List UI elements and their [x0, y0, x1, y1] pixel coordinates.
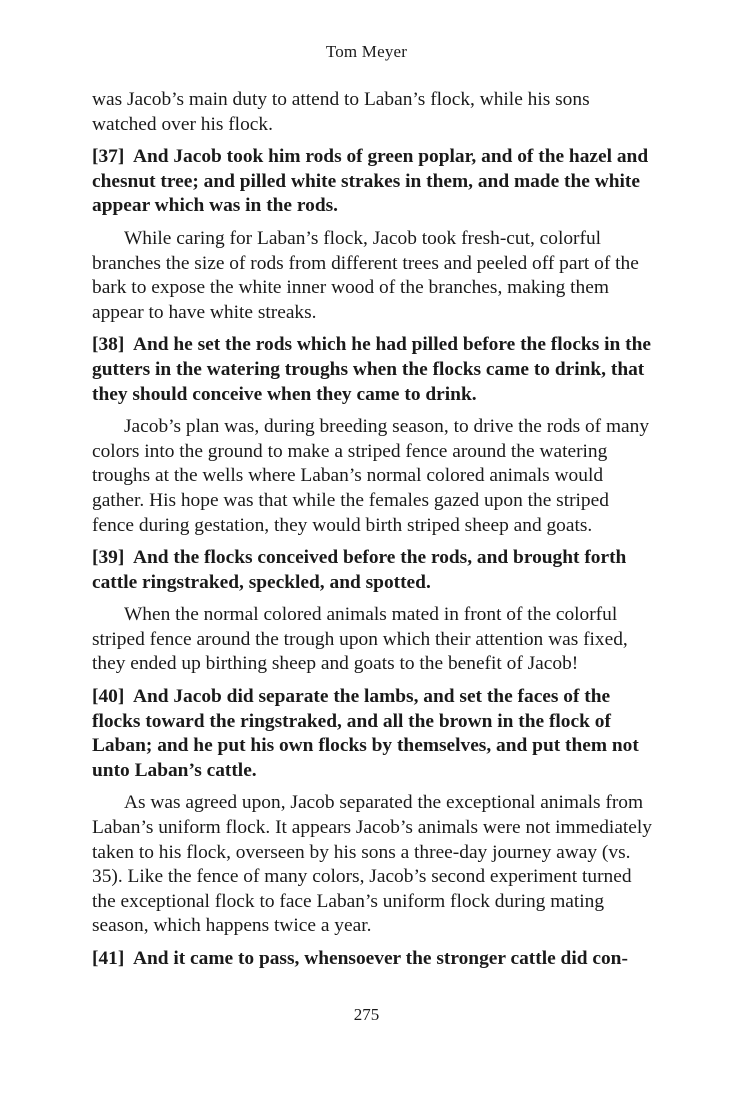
verse-37: [92, 145, 654, 219]
verse-text: And it came to pass, whensoever the stronger cattle did con-: [132, 948, 628, 969]
verse-40: [92, 685, 654, 783]
verse-text: And he set the rods which he had pilled before the flocks in the gutters in the watering troughs when the flocks came to drink, that they should conceive when they came to drink.: [92, 334, 651, 405]
verse-38: [92, 333, 654, 407]
verse-number: [41]: [92, 948, 125, 969]
verse-text: And the flocks conceived before the rods, and brought forth cattle ringstraked, speckled, and spotted.: [92, 547, 627, 593]
verse-41: [92, 947, 654, 972]
commentary-38: Jacob’s plan was, during breeding season, to drive the rods of many colors into the ground to make a striped fence around the watering troughs at the wells where Laban’s normal colored animals would gather. His hope was that while the females gazed upon the striped fence during gestation, they would birth striped sheep and goats.: [92, 416, 650, 536]
verse-number: [39]: [92, 547, 125, 569]
page-number: 275: [353, 1005, 380, 1024]
verse-text: And Jacob did separate the lambs, and set the faces of the flocks toward the ringstraked, and all the brown in the flock of Laban; and he put his own flocks by themselves, and put them not unto Laban’s cattle.: [92, 686, 639, 781]
commentary-40: As was agreed upon, Jacob separated the exceptional animals from Laban’s uniform flock. It appears Jacob’s animals were not immediately taken to his flock, overseen by his sons a three-day journey away (vs. 35). Like the fence of many colors, Jacob’s second experiment turned the exceptional flock to face Laban’s uniform flock during mating season, which happens twice a year.: [92, 792, 652, 937]
verse-39: [92, 546, 654, 595]
verse-text: And Jacob took him rods of green poplar, and of the hazel and chesnut tree; and pilled white strakes in them, and made the white appear which was in the rods.: [92, 146, 649, 217]
page-body: [92, 88, 654, 972]
verse-number: [40]: [92, 686, 125, 708]
lead-paragraph: was Jacob’s main duty to attend to Laban’s flock, while his sons watched over his flock.: [92, 89, 590, 135]
running-head: Tom Meyer: [325, 42, 408, 61]
commentary-39: When the normal colored animals mated in front of the colorful striped fence around the trough upon which their attention was fixed, they ended up birthing sheep and goats to the benefit of Jacob!: [92, 604, 628, 675]
verse-number: [38]: [92, 334, 125, 356]
verse-number: [37]: [92, 146, 125, 168]
commentary-37: While caring for Laban’s flock, Jacob took fresh-cut, colorful branches the size of rods from different trees and peeled off part of the bark to expose the white inner wood of the branches, making them appear to have white streaks.: [92, 227, 639, 323]
